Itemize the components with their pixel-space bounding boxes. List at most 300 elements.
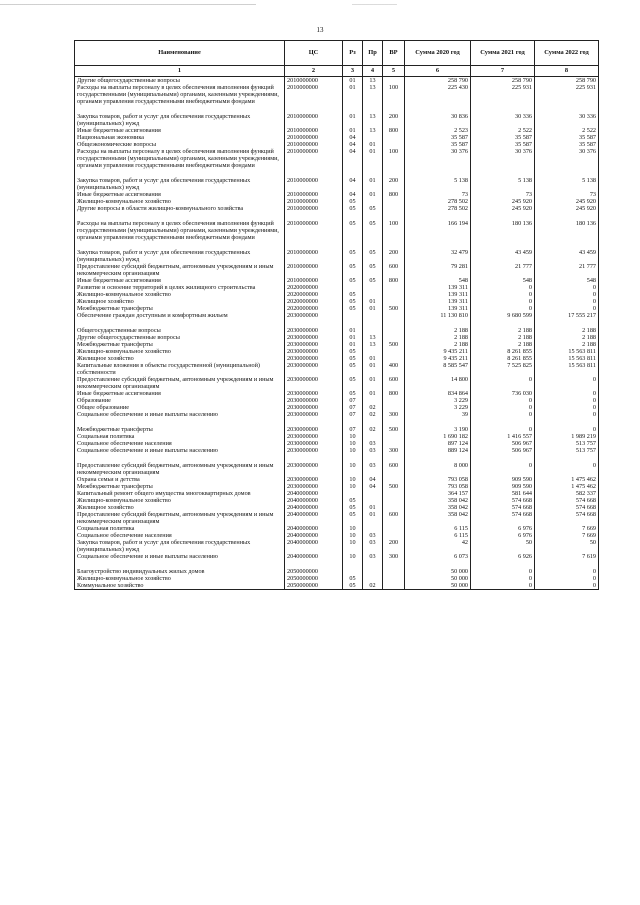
row-name: Предоставление субсидий бюджетным, автономным учреждениям и иным некоммерческим организациям: [75, 511, 285, 525]
row-pr: 13: [363, 77, 383, 85]
row-sum-2021: 43 459: [471, 249, 535, 263]
table-row: [75, 348, 599, 355]
row-vr: 600: [383, 376, 405, 390]
table-row: [75, 84, 599, 105]
row-name: Предоставление субсидий бюджетным, автономным учреждениям и иным некоммерческим организациям: [75, 263, 285, 277]
row-name: Благоустройство индивидуальных жилых домов: [75, 568, 285, 575]
row-vr: [383, 497, 405, 504]
spacer-cell: [363, 212, 383, 220]
row-name: Общеэкономические вопросы: [75, 141, 285, 148]
row-pr: [363, 284, 383, 291]
row-vr: 100: [383, 220, 405, 241]
row-sum-2021: 909 590: [471, 483, 535, 490]
table-row: [75, 327, 599, 334]
row-pr: [363, 568, 383, 575]
row-cs: 2040000000: [285, 504, 343, 511]
row-vr: [383, 284, 405, 291]
row-cs: 2040000000: [285, 532, 343, 539]
row-vr: [383, 327, 405, 334]
row-sum-2021: 35 587: [471, 141, 535, 148]
spacer-cell: [535, 105, 599, 113]
row-name: Жилищно-коммунальное хозяйство: [75, 198, 285, 205]
row-sum-2020: 139 311: [405, 298, 471, 305]
row-sum-2021: 0: [471, 298, 535, 305]
row-name: Расходы на выплаты персоналу в целях обеспечения выполнения функций государственными (муниципальными) органами, казенными учреждениями, органами управления государственными внебюджетными фондами: [75, 84, 285, 105]
spacer-cell: [363, 169, 383, 177]
row-name: Социальное обеспечение и иные выплаты населению: [75, 553, 285, 560]
spacer-cell: [343, 454, 363, 462]
row-sum-2022: 7 669: [535, 525, 599, 532]
spacer-cell: [405, 319, 471, 327]
spacer-cell: [383, 105, 405, 113]
row-pr: 01: [363, 355, 383, 362]
row-rz: 10: [343, 553, 363, 560]
row-name: Иные бюджетные ассигнования: [75, 191, 285, 198]
row-pr: 05: [363, 249, 383, 263]
row-rz: 05: [343, 376, 363, 390]
table-row: [75, 390, 599, 397]
row-cs: 2010000000: [285, 249, 343, 263]
row-vr: 600: [383, 511, 405, 525]
row-sum-2020: 39: [405, 411, 471, 418]
row-sum-2021: 7 525 825: [471, 362, 535, 376]
row-sum-2020: 50 000: [405, 568, 471, 575]
row-rz: 01: [343, 334, 363, 341]
row-rz: 05: [343, 390, 363, 397]
row-pr: [363, 312, 383, 319]
spacer-cell: [285, 241, 343, 249]
row-cs: 2030000000: [285, 397, 343, 404]
table-row: [75, 483, 599, 490]
row-pr: 02: [363, 404, 383, 411]
row-vr: 800: [383, 390, 405, 397]
row-pr: 02: [363, 411, 383, 418]
row-pr: 01: [363, 376, 383, 390]
row-sum-2022: 0: [535, 397, 599, 404]
row-vr: [383, 334, 405, 341]
table-row: [75, 113, 599, 127]
row-sum-2020: 358 042: [405, 497, 471, 504]
col-number: 6: [405, 66, 471, 77]
row-sum-2020: 9 435 211: [405, 348, 471, 355]
spacer-cell: [535, 560, 599, 568]
row-pr: [363, 348, 383, 355]
row-sum-2021: 574 668: [471, 504, 535, 511]
row-pr: [363, 575, 383, 582]
spacer-cell: [471, 169, 535, 177]
table-row: [75, 305, 599, 312]
row-vr: 300: [383, 553, 405, 560]
row-sum-2020: 30 376: [405, 148, 471, 169]
row-sum-2022: 21 777: [535, 263, 599, 277]
row-rz: 01: [343, 327, 363, 334]
row-rz: 05: [343, 220, 363, 241]
row-sum-2021: 6 976: [471, 525, 535, 532]
row-rz: 10: [343, 539, 363, 553]
row-sum-2022: 0: [535, 575, 599, 582]
row-vr: 500: [383, 341, 405, 348]
row-sum-2021: 0: [471, 284, 535, 291]
row-vr: [383, 532, 405, 539]
row-sum-2020: 79 281: [405, 263, 471, 277]
spacer-cell: [363, 560, 383, 568]
col-number: 1: [75, 66, 285, 77]
row-pr: [363, 433, 383, 440]
table-row: [75, 575, 599, 582]
row-cs: 2010000000: [285, 277, 343, 284]
row-pr: 13: [363, 334, 383, 341]
row-rz: 05: [343, 575, 363, 582]
spacer-cell: [363, 454, 383, 462]
row-sum-2021: 0: [471, 582, 535, 590]
row-name: Другие общегосударственные вопросы: [75, 77, 285, 85]
table-row: [75, 263, 599, 277]
spacer-cell: [471, 212, 535, 220]
row-cs: 2030000000: [285, 348, 343, 355]
row-sum-2022: 2 188: [535, 327, 599, 334]
row-cs: 2030000000: [285, 355, 343, 362]
row-vr: [383, 134, 405, 141]
row-sum-2021: 0: [471, 404, 535, 411]
row-name: Закупка товаров, работ и услуг для обеспечения государственных (муниципальных) нужд: [75, 539, 285, 553]
spacer-cell: [75, 418, 285, 426]
row-name: Общегосударственные вопросы: [75, 327, 285, 334]
row-sum-2021: 0: [471, 291, 535, 298]
row-name: Общее образование: [75, 404, 285, 411]
spacer-cell: [405, 105, 471, 113]
row-sum-2022: 582 337: [535, 490, 599, 497]
row-name: Социальное обеспечение населения: [75, 440, 285, 447]
row-rz: 07: [343, 404, 363, 411]
row-rz: 05: [343, 511, 363, 525]
row-name: Закупка товаров, работ и услуг для обеспечения государственных (муниципальных) нужд: [75, 177, 285, 191]
row-vr: [383, 298, 405, 305]
row-sum-2020: 834 864: [405, 390, 471, 397]
row-sum-2021: 0: [471, 426, 535, 433]
row-sum-2022: 574 668: [535, 504, 599, 511]
header-sum-2021: Сумма 2021 год: [471, 41, 535, 66]
row-sum-2021: 258 790: [471, 77, 535, 85]
row-pr: 01: [363, 298, 383, 305]
row-name: Жилищно-коммунальное хозяйство: [75, 348, 285, 355]
row-rz: 10: [343, 476, 363, 483]
table-row: [75, 277, 599, 284]
row-sum-2021: 909 590: [471, 476, 535, 483]
row-sum-2020: 8 585 547: [405, 362, 471, 376]
spacer-cell: [535, 454, 599, 462]
table-row: [75, 404, 599, 411]
row-sum-2022: 225 931: [535, 84, 599, 105]
row-sum-2020: 8 000: [405, 462, 471, 476]
row-sum-2020: 6 115: [405, 525, 471, 532]
row-sum-2022: 43 459: [535, 249, 599, 263]
row-vr: [383, 433, 405, 440]
row-sum-2021: 0: [471, 305, 535, 312]
spacer-cell: [405, 454, 471, 462]
row-name: Жилищное хозяйство: [75, 504, 285, 511]
row-name: Иные бюджетные ассигнования: [75, 277, 285, 284]
spacer-cell: [343, 241, 363, 249]
row-pr: 02: [363, 582, 383, 590]
row-cs: 2010000000: [285, 84, 343, 105]
row-name: Межбюджетные трансферты: [75, 483, 285, 490]
row-rz: [343, 568, 363, 575]
row-sum-2021: 0: [471, 462, 535, 476]
spacer-cell: [535, 212, 599, 220]
row-sum-2021: 574 668: [471, 497, 535, 504]
row-cs: 2010000000: [285, 191, 343, 198]
row-rz: 04: [343, 177, 363, 191]
spacer-cell: [285, 454, 343, 462]
spacer-cell: [363, 241, 383, 249]
row-cs: 2010000000: [285, 205, 343, 212]
row-rz: 05: [343, 291, 363, 298]
spacer-row: [75, 105, 599, 113]
row-name: Другие вопросы в области жилищно-коммунального хозяйства: [75, 205, 285, 212]
row-vr: [383, 525, 405, 532]
header-vr: ВР: [383, 41, 405, 66]
row-rz: 01: [343, 341, 363, 348]
row-rz: 04: [343, 191, 363, 198]
row-sum-2022: 50: [535, 539, 599, 553]
row-vr: [383, 355, 405, 362]
row-rz: 04: [343, 134, 363, 141]
row-name: Другие общегосударственные вопросы: [75, 334, 285, 341]
row-pr: 03: [363, 553, 383, 560]
row-vr: 800: [383, 191, 405, 198]
row-pr: 01: [363, 390, 383, 397]
spacer-cell: [363, 319, 383, 327]
table-row: [75, 298, 599, 305]
row-sum-2021: 21 777: [471, 263, 535, 277]
row-cs: 2010000000: [285, 127, 343, 134]
row-pr: [363, 198, 383, 205]
row-sum-2021: 8 261 855: [471, 348, 535, 355]
row-sum-2020: 50 000: [405, 575, 471, 582]
row-vr: 500: [383, 305, 405, 312]
row-sum-2022: 0: [535, 411, 599, 418]
row-rz: 05: [343, 298, 363, 305]
row-sum-2021: 180 136: [471, 220, 535, 241]
row-name: Иные бюджетные ассигнования: [75, 390, 285, 397]
row-name: Иные бюджетные ассигнования: [75, 127, 285, 134]
spacer-cell: [405, 560, 471, 568]
spacer-cell: [343, 560, 363, 568]
row-sum-2021: 574 668: [471, 511, 535, 525]
row-sum-2022: 0: [535, 404, 599, 411]
row-sum-2022: 0: [535, 426, 599, 433]
row-sum-2021: 2 188: [471, 327, 535, 334]
table-row: [75, 127, 599, 134]
spacer-cell: [383, 560, 405, 568]
row-cs: 2040000000: [285, 490, 343, 497]
row-sum-2022: 0: [535, 390, 599, 397]
row-sum-2020: 3 229: [405, 404, 471, 411]
row-pr: 01: [363, 141, 383, 148]
row-sum-2020: 2 188: [405, 327, 471, 334]
row-sum-2021: 506 967: [471, 447, 535, 454]
row-sum-2020: 5 138: [405, 177, 471, 191]
row-sum-2020: 73: [405, 191, 471, 198]
table-row: [75, 476, 599, 483]
row-rz: 10: [343, 462, 363, 476]
row-sum-2022: 574 668: [535, 511, 599, 525]
row-name: Социальное обеспечение и иные выплаты населению: [75, 411, 285, 418]
row-pr: [363, 497, 383, 504]
row-rz: 05: [343, 582, 363, 590]
row-sum-2020: 139 311: [405, 284, 471, 291]
row-rz: 10: [343, 440, 363, 447]
row-rz: 05: [343, 205, 363, 212]
table-row: [75, 205, 599, 212]
row-rz: 04: [343, 148, 363, 169]
row-sum-2021: 506 967: [471, 440, 535, 447]
row-pr: 03: [363, 447, 383, 454]
row-vr: 200: [383, 113, 405, 127]
row-sum-2020: 793 058: [405, 476, 471, 483]
table-row: [75, 426, 599, 433]
row-sum-2021: 0: [471, 376, 535, 390]
row-name: Развитие и освоение территорий в целях жилищного строительства: [75, 284, 285, 291]
row-rz: 05: [343, 348, 363, 355]
row-sum-2020: 6 115: [405, 532, 471, 539]
row-cs: 2010000000: [285, 263, 343, 277]
row-cs: 2030000000: [285, 390, 343, 397]
row-vr: [383, 141, 405, 148]
row-sum-2020: 278 502: [405, 205, 471, 212]
row-pr: 01: [363, 177, 383, 191]
row-vr: 800: [383, 127, 405, 134]
row-vr: 500: [383, 483, 405, 490]
spacer-cell: [383, 418, 405, 426]
table-row: [75, 497, 599, 504]
col-number: 5: [383, 66, 405, 77]
spacer-cell: [383, 454, 405, 462]
row-cs: 2020000000: [285, 284, 343, 291]
table-row: [75, 220, 599, 241]
row-sum-2022: 30 376: [535, 148, 599, 169]
row-name: Предоставление субсидий бюджетным, автономным учреждениям и иным некоммерческим организациям: [75, 462, 285, 476]
row-name: Национальная экономика: [75, 134, 285, 141]
row-pr: 05: [363, 220, 383, 241]
header-cs: ЦС: [285, 41, 343, 66]
row-name: Охрана семьи и детства: [75, 476, 285, 483]
row-sum-2020: 35 587: [405, 141, 471, 148]
row-vr: 100: [383, 148, 405, 169]
row-cs: 2040000000: [285, 553, 343, 560]
row-sum-2020: 278 502: [405, 198, 471, 205]
spacer-cell: [383, 169, 405, 177]
row-sum-2021: 581 644: [471, 490, 535, 497]
table-row: [75, 177, 599, 191]
row-rz: 10: [343, 433, 363, 440]
row-name: Капитальные вложения в объекты государственной (муниципальной) собственности: [75, 362, 285, 376]
spacer-cell: [471, 560, 535, 568]
row-cs: 2030000000: [285, 433, 343, 440]
spacer-cell: [343, 319, 363, 327]
spacer-cell: [363, 418, 383, 426]
row-cs: 2040000000: [285, 525, 343, 532]
row-sum-2021: 2 188: [471, 334, 535, 341]
table-row: [75, 148, 599, 169]
row-sum-2021: 0: [471, 575, 535, 582]
row-name: Образование: [75, 397, 285, 404]
row-sum-2022: 30 336: [535, 113, 599, 127]
spacer-cell: [471, 454, 535, 462]
table-row: [75, 568, 599, 575]
row-sum-2022: 5 138: [535, 177, 599, 191]
spacer-cell: [343, 105, 363, 113]
row-sum-2020: 225 430: [405, 84, 471, 105]
row-sum-2022: 2 188: [535, 334, 599, 341]
row-name: Обеспечение граждан доступным и комфортным жильем: [75, 312, 285, 319]
row-sum-2022: 180 136: [535, 220, 599, 241]
row-sum-2022: 35 587: [535, 141, 599, 148]
table-row: [75, 362, 599, 376]
spacer-cell: [535, 241, 599, 249]
row-rz: [343, 312, 363, 319]
row-name: Межбюджетные трансферты: [75, 305, 285, 312]
row-sum-2020: 30 836: [405, 113, 471, 127]
row-cs: 2030000000: [285, 404, 343, 411]
row-cs: 2020000000: [285, 305, 343, 312]
row-cs: 2010000000: [285, 220, 343, 241]
row-sum-2022: 0: [535, 462, 599, 476]
row-cs: 2010000000: [285, 198, 343, 205]
spacer-cell: [75, 241, 285, 249]
table-row: [75, 77, 599, 85]
row-name: Социальное обеспечение населения: [75, 532, 285, 539]
spacer-cell: [285, 212, 343, 220]
row-vr: [383, 504, 405, 511]
row-rz: 01: [343, 113, 363, 127]
row-name: Закупка товаров, работ и услуг для обеспечения государственных (муниципальных) нужд: [75, 249, 285, 263]
row-sum-2020: 14 800: [405, 376, 471, 390]
row-cs: 2050000000: [285, 582, 343, 590]
row-sum-2022: 513 757: [535, 447, 599, 454]
table-row: [75, 539, 599, 553]
row-rz: 07: [343, 426, 363, 433]
row-rz: 10: [343, 447, 363, 454]
spacer-cell: [405, 212, 471, 220]
row-sum-2022: 0: [535, 298, 599, 305]
table-row: [75, 397, 599, 404]
row-vr: 800: [383, 277, 405, 284]
row-sum-2021: 548: [471, 277, 535, 284]
row-sum-2022: 0: [535, 568, 599, 575]
spacer-row: [75, 319, 599, 327]
row-cs: 2030000000: [285, 376, 343, 390]
spacer-row: [75, 212, 599, 220]
table-row: [75, 582, 599, 590]
table-row: [75, 440, 599, 447]
row-vr: [383, 397, 405, 404]
row-pr: [363, 327, 383, 334]
row-pr: 01: [363, 511, 383, 525]
row-sum-2020: 1 690 182: [405, 433, 471, 440]
row-sum-2022: 7 619: [535, 553, 599, 560]
row-rz: 05: [343, 198, 363, 205]
row-sum-2022: 245 920: [535, 198, 599, 205]
row-sum-2020: 35 587: [405, 134, 471, 141]
row-pr: 05: [363, 205, 383, 212]
table-row: [75, 312, 599, 319]
row-rz: 05: [343, 504, 363, 511]
row-sum-2022: 0: [535, 284, 599, 291]
col-number: 8: [535, 66, 599, 77]
row-sum-2022: 258 790: [535, 77, 599, 85]
row-rz: 07: [343, 397, 363, 404]
